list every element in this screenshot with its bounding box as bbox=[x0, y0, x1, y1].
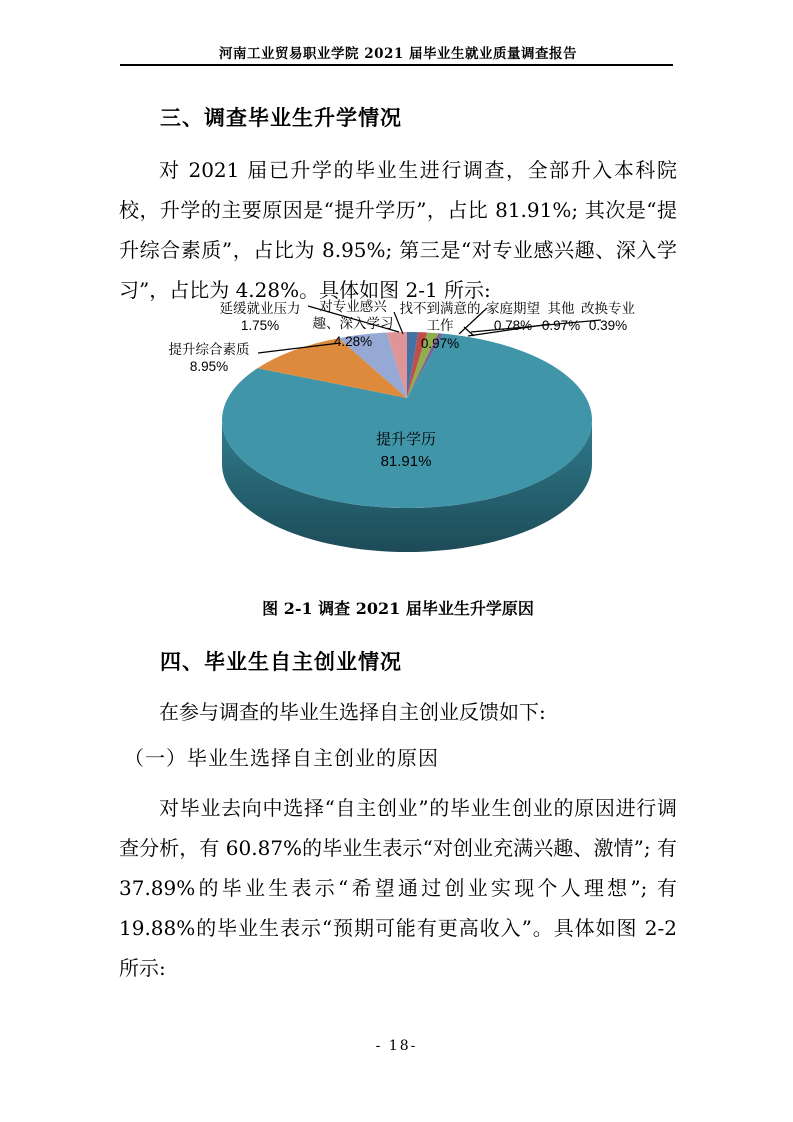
page-header-title: 河南工业贸易职业学院 2021 届毕业生就业质量调查报告 bbox=[219, 46, 577, 62]
callout-value: 4.28% bbox=[333, 334, 373, 349]
section3-paragraph: 对 2021 届已升学的毕业生进行调查，全部升入本科院校，升学的主要原因是“提升学历”，占比 81.91%; 其次是“提升综合素质”，占比为 8.95%; 第三是“对专业感兴趣、深入学习”，占比为 4.28%。具体如图 2-1 所示: bbox=[119, 158, 677, 302]
callout-label: 提升学历 bbox=[375, 431, 436, 448]
callout-label: 对专业感兴趣、深入学习 bbox=[312, 299, 394, 331]
callout-value: 0.97% bbox=[541, 318, 581, 333]
section3-heading: 三、调查毕业生升学情况 bbox=[160, 107, 402, 130]
callout-value: 1.75% bbox=[240, 318, 280, 333]
callout-value: 8.95% bbox=[189, 359, 229, 374]
callout-label: 家庭期望 bbox=[486, 301, 540, 316]
pie-inside-label-tisheng-xueli bbox=[338, 429, 474, 473]
section4-intro-paragraph: 在参与调查的毕业生选择自主创业反馈如下: bbox=[159, 700, 546, 724]
section4-paragraph: 对毕业去向中选择“自主创业”的毕业生创业的原因进行调查分析，有 60.87%的毕业生表示“对创业充满兴趣、激情”; 有 37.89%的毕业生表示“希望通过创业实现个人理想”; 有 19.88%的毕业生表示“预期可能有更高收入”。具体如图 2-2 所示: bbox=[119, 796, 677, 980]
callout-label: 改换专业 bbox=[581, 301, 635, 316]
header-rule bbox=[120, 64, 673, 66]
callout-tisheng-zonghe-suzhi bbox=[160, 341, 258, 375]
callout-value: 0.97% bbox=[420, 336, 460, 351]
callout-value: 0.78% bbox=[493, 318, 533, 333]
callout-gaihuan-zhuanye bbox=[577, 300, 639, 334]
callout-value: 0.39% bbox=[588, 318, 628, 333]
section4-heading: 四、毕业生自主创业情况 bbox=[160, 651, 402, 674]
figure-caption: 图 2-1 调查 2021 届毕业生升学原因 bbox=[262, 599, 534, 618]
callout-label: 提升综合素质 bbox=[168, 342, 250, 357]
figure-2-1-pie-chart bbox=[0, 293, 793, 585]
callout-duizhuanye-ganxingqu bbox=[309, 298, 397, 350]
callout-zhaobudao-manyi-gongzuo bbox=[398, 300, 482, 352]
callout-label: 其他 bbox=[547, 301, 575, 316]
callout-value: 81.91% bbox=[380, 453, 432, 470]
callout-jiating-qiwang bbox=[483, 300, 543, 334]
callout-label: 延缓就业压力 bbox=[219, 301, 301, 316]
callout-yanhuan-jiuye-yali bbox=[206, 300, 314, 334]
callout-qita bbox=[540, 300, 582, 334]
section4-subheading: （一）毕业生选择自主创业的原因 bbox=[124, 746, 439, 770]
callout-label: 找不到满意的工作 bbox=[399, 301, 481, 333]
page-number: - 18- bbox=[375, 1038, 418, 1054]
